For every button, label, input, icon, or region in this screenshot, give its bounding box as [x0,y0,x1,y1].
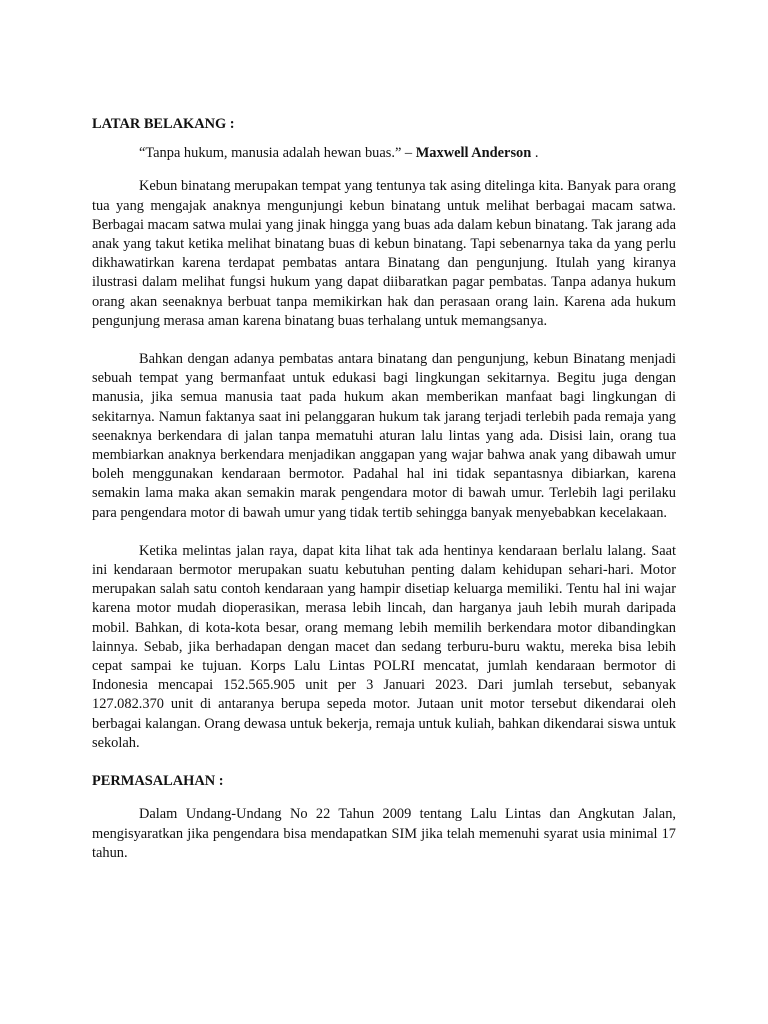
document-page [92,115,676,877]
section-heading-permasalahan: PERMASALAHAN : [92,773,224,790]
quote-author: Maxwell Anderson [415,145,532,162]
epigraph-quote [92,144,676,163]
paragraph-4: Dalam Undang-Undang No 22 Tahun 2009 tentang Lalu Lintas dan Angkutan Jalan, mengisyaratkan jika pengendara bisa mendapatkan SIM jika telah memenuhi syarat usia minimal 17 tahun. [92,806,676,861]
paragraph-2: Bahkan dengan adanya pembatas antara binatang dan pengunjung, kebun Binatang menjadi sebuah tempat yang bermanfaat untuk edukasi bagi lingkungan sekitarnya. Begitu juga dengan manusia, jika semua manusia taat pada hukum akan memberikan manfaat bagi lingkungan di sekitarnya. Namun faktanya saat ini pelanggaran hukum tak jarang terjadi terlebih pada remaja yang seenaknya berkendara di jalan tanpa mematuhi aturan lalu lintas yang ada. Disisi lain, orang tua membiarkan anaknya berkendara menjadikan anggapan yang wajar bahwa anak yang dibawah umur boleh menggunakan kendaraan bermotor. Padahal hal ini tidak sepantasnya dibiarkan, karena semakin lama maka akan semakin marak pengendara motor di bawah umur. Terlebih lagi perilaku para pengendara motor di bawah umur yang tidak tertib sehingga banyak menyebabkan kecelakaan. [92,351,676,521]
quote-end: . [531,145,539,162]
quote-text: “Tanpa hukum, manusia adalah hewan buas.” – [139,145,416,162]
paragraph-1: Kebun binatang merupakan tempat yang tentunya tak asing ditelinga kita. Banyak para orang tua yang mengajak anaknya mengunjungi kebun binatang untuk melihat berbagai macam satwa. Berbagai macam satwa mulai yang jinak hingga yang buas ada dalam kebun binatang. Tak jarang ada anak yang takut ketika melihat binatang buas di kebun binatang. Tapi sebenarnya taka da yang perlu dikhawatirkan karena terdapat pembatas antara Binatang dan pengunjung. Itulah yang kiranya ilustrasi dalam melihat fungsi hukum yang dapat diibaratkan pagar pembatas. Tanpa adanya hukum orang akan seenaknya berbuat tanpa memikirkan hak dan perasaan orang lain. Karena ada hukum pengunjung merasa aman karena binatang buas terhalang untuk memangsanya. [92,178,676,329]
paragraph-3: Ketika melintas jalan raya, dapat kita lihat tak ada hentinya kendaraan berlalu lalang. Saat ini kendaraan bermotor merupakan suatu kebutuhan penting dalam kehidupan sehari-hari. Motor merupakan salah satu contoh kendaraan yang hampir disetiap keluarga memiliki. Tentu hal ini wajar karena motor mudah dioperasikan, merasa lebih lincah, dan harganya jauh lebih murah daripada mobil. Bahkan, di kota-kota besar, orang memang lebih memilih berkendara motor dibandingkan lainnya. Sebab, jika berhadapan dengan macet dan sedang terburu-buru waktu, mereka bisa lebih cepat sampai ke tujuan. Korps Lalu Lintas POLRI mencatat, jumlah kendaraan bermotor di Indonesia mencapai 152.565.905 unit per 3 Januari 2023. Dari jumlah tersebut, sebanyak 127.082.370 unit di antaranya berupa sepeda motor. Jutaan unit motor tersebut dikendarai oleh berbagai kalangan. Orang dewasa untuk bekerja, remaja untuk kuliah, bahkan dikendarai siswa untuk sekolah. [92,542,676,751]
section-heading-latar-belakang: LATAR BELAKANG : [92,116,235,132]
